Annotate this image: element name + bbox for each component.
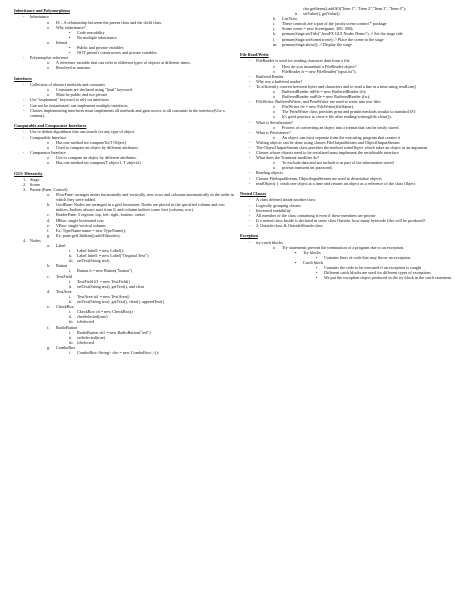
- list-item-text: All member of the class containing it even if these members are private: [256, 212, 376, 218]
- list-bullet: o: [47, 87, 50, 93]
- list-bullet: iii.: [69, 339, 74, 345]
- section-gap: [14, 165, 236, 168]
- list-item-text: Has one method int compare(T object1, T object2): [56, 160, 141, 166]
- list-item: [240, 181, 462, 186]
- list-item-text: Parent (Pane, Control): [30, 186, 68, 192]
- section-gap: [240, 228, 462, 231]
- section-heading: Nested Classes: [240, 191, 267, 197]
- list-item: [240, 223, 462, 228]
- list-item-text: readObject( ): reads one object at a time and returns an object as a reference of the class Object: [256, 180, 416, 186]
- list-item-text: We put the exception object produced in the try block in the catch statement: [324, 275, 452, 281]
- list-item-text: The ObjectOutputStream class provides the method writeObject which takes an object as an argument.: [256, 145, 429, 150]
- right-column: [240, 6, 462, 280]
- list-bullet: g.: [47, 344, 51, 350]
- list-bullet: •: [316, 270, 318, 276]
- section-heading: GUI: Hierarchy: [14, 170, 43, 176]
- list-bullet: -: [249, 78, 251, 84]
- list-bullet: o: [47, 60, 50, 66]
- list-item: [240, 275, 462, 280]
- list-bullet: -: [249, 99, 251, 105]
- list-bullet: -: [249, 212, 251, 218]
- list-bullet: -: [249, 207, 251, 213]
- list-item-text: Increased readability: [256, 207, 291, 213]
- list-item-text: Collection of abstract methods and constants: [30, 82, 106, 88]
- list-item-text: isSelected: [77, 339, 94, 345]
- list-item-text: The PrintWriter class provides print and println methods similar to standard I/O: [282, 109, 416, 115]
- list-item-text: IS – A relationship between the parent class and the child class.: [56, 19, 163, 25]
- list-item-text: Button b = new Button("button"): [77, 268, 133, 274]
- list-bullet: b.: [47, 202, 51, 208]
- list-item-text: private transient int password;: [282, 165, 333, 171]
- list-item-text: NOT parent's constructors and private variables: [77, 50, 157, 56]
- list-bullet: -: [249, 170, 251, 176]
- list-item-text: setText(String text): [77, 258, 110, 264]
- list-item-text: primaryStage.show(); // Display the stage: [282, 41, 352, 47]
- list-item-text: Reading objects: [256, 170, 283, 176]
- list-bullet: a.: [47, 243, 50, 248]
- list-bullet: -: [249, 139, 251, 145]
- list-item-text: FileReader is used for reading character data from a file: [256, 58, 350, 64]
- list-item-text: Use "implement" keyword to rely on interfaces: [30, 97, 110, 103]
- list-bullet: -: [23, 107, 25, 113]
- list-item-text: ComboBox: [56, 344, 76, 350]
- list-item: [14, 65, 236, 70]
- list-item-text: What is Serialization?: [256, 119, 293, 125]
- list-bullet: d.: [47, 217, 51, 223]
- list-bullet: -: [249, 150, 251, 156]
- list-bullet: l.: [273, 36, 276, 42]
- list-bullet: o: [47, 154, 50, 160]
- list-bullet: i.: [273, 21, 276, 27]
- list-bullet: i.: [69, 349, 72, 355]
- list-item-text: Scene: [30, 181, 40, 187]
- list-bullet: d.: [47, 288, 51, 294]
- list-bullet: 4.: [23, 237, 27, 243]
- list-bullet: -: [249, 83, 251, 89]
- list-item-text: FileReader fr = new FileReader("input.txt");: [282, 68, 357, 74]
- list-bullet: -: [249, 145, 251, 150]
- list-bullet: b.: [47, 263, 51, 269]
- list-bullet: -: [249, 175, 251, 181]
- list-item: [14, 350, 236, 355]
- list-bullet: o: [273, 104, 276, 110]
- list-bullet: o: [273, 165, 276, 171]
- list-bullet: o: [47, 24, 50, 30]
- list-bullet: 3.: [23, 186, 27, 192]
- list-item-text: Catch block: [303, 260, 324, 265]
- list-bullet: -: [249, 58, 251, 64]
- list-item-text: BorderPane: 5 regions, top, left, right, bottom, center: [56, 212, 145, 218]
- list-bullet: 2.: [23, 181, 27, 187]
- list-item-text: What does the Transient modifier do?: [256, 155, 320, 161]
- list-item-text: Resolved at runtime.: [56, 65, 91, 71]
- list-bullet: o: [273, 134, 276, 140]
- list-item-text: Comparator Interface: [30, 149, 66, 155]
- list-item-text: Why inheritance?: [56, 24, 86, 30]
- list-bullet: iii.: [69, 319, 74, 325]
- list-bullet: •: [316, 265, 318, 271]
- list-item-text: Can not be instantiated, can implement multiple interfaces.: [30, 102, 129, 108]
- list-item-text: Inheritance: [30, 14, 49, 20]
- list-item-text: 2: Outside.class & OutsideSInside.class: [256, 222, 323, 228]
- list-item-text: TextField tf1 = new TextField(): [77, 278, 130, 284]
- list-item-text: Classes implementing interfaces must implements all methods and gain access to all constants in the interface(Use a comma).: [30, 107, 226, 118]
- list-bullet: -: [23, 134, 25, 140]
- list-item-text: TextArea ta1 = new TextArea(): [77, 293, 130, 299]
- list-item-text: Code reusability: [77, 29, 105, 35]
- list-item-text: Inherit: [56, 39, 68, 45]
- list-bullet: f.: [47, 227, 50, 233]
- list-bullet: o: [273, 94, 276, 100]
- list-bullet: o: [273, 109, 276, 115]
- list-bullet: o: [47, 139, 50, 145]
- list-item-text: Logically grouping classes: [256, 202, 301, 208]
- list-bullet: f.: [47, 324, 50, 330]
- list-bullet: o: [273, 160, 276, 166]
- list-item-text: Contains the code to be executed if an exception is caught: [324, 265, 422, 271]
- list-item-text: setText(String text), getText(), clear(), appendText(): [77, 299, 165, 305]
- list-bullet: o: [273, 68, 276, 74]
- list-item-text: Different catch blocks are used for different types of exceptions: [324, 270, 431, 276]
- list-item-text: These controls are a part of the javafx.scene.control.* package: [282, 21, 387, 27]
- list-item: [14, 192, 236, 202]
- list-bullet: i.: [69, 248, 72, 254]
- list-bullet: -: [249, 197, 251, 203]
- list-bullet: i.: [69, 329, 72, 335]
- list-item-text: Public and private variables: [77, 45, 124, 51]
- list-item-text: ListView: [282, 16, 298, 22]
- list-bullet: -: [249, 239, 251, 245]
- list-item-text: setText(String text), getText(), and clear: [77, 283, 145, 289]
- list-bullet: ▪: [295, 249, 297, 255]
- list-item: [14, 202, 236, 212]
- list-bullet: -: [249, 129, 251, 135]
- list-item-text: HBox: single horizontal row: [56, 217, 104, 223]
- list-item-text: BufferedReader outFile = new BufferedReader (fw);: [282, 94, 371, 100]
- list-bullet: e.: [47, 222, 50, 228]
- list-item-text: FlowPane: arranges nodes horizontally and vertically, new rows and columns automatically in the order in which they were added.: [56, 192, 236, 203]
- list-item-text: GridPane: Nodes are arranged in a grid formation. Nodes are placed in the specified column and row indices. Indices always start from 0, and column indices come first (column, row).: [56, 202, 226, 213]
- list-bullet: o: [273, 63, 276, 69]
- list-item-text: Try statements prevent the termination of a program due to an exception.: [282, 244, 405, 250]
- list-item-text: Nodes: [30, 237, 41, 243]
- list-bullet: c.: [47, 273, 50, 279]
- list-item-text: Contains lines of code that may throw an exception.: [324, 254, 412, 260]
- list-bullet: ▪: [295, 260, 297, 265]
- list-item-text: Comparable Interface: [30, 134, 67, 140]
- list-bullet: 1.: [23, 176, 27, 182]
- section-heading: Comparable and Comparator Interfaces: [14, 123, 87, 129]
- list-item-text: Buffered Reader: [256, 73, 284, 79]
- list-bullet: iii.: [69, 258, 74, 264]
- list-bullet: o: [47, 160, 50, 166]
- list-bullet: ii.: [69, 334, 73, 340]
- list-item-text: If a nested class Inside is declared in outer class Outside, how many bytecode files will be produced?: [256, 217, 426, 223]
- list-bullet: e.: [47, 304, 50, 310]
- list-bullet: i.: [69, 309, 72, 315]
- list-bullet: •: [316, 254, 318, 260]
- list-bullet: -: [249, 73, 251, 79]
- list-bullet: -: [23, 55, 25, 61]
- list-bullet: o: [273, 244, 276, 250]
- list-item: [14, 108, 236, 118]
- list-bullet: -: [249, 119, 251, 125]
- list-bullet: m.: [273, 41, 278, 47]
- section-gap: [14, 71, 236, 74]
- list-item-text: TextArea: [56, 288, 72, 294]
- list-item: [14, 160, 236, 165]
- list-item-text: FileWriter fw = new FileWriter(fileName);: [282, 104, 355, 110]
- list-bullet: •: [69, 45, 71, 51]
- list-bullet: h.: [273, 16, 277, 22]
- list-bullet: o: [47, 144, 50, 150]
- list-bullet: -: [23, 149, 25, 155]
- list-item-text: Use to compare an object by different attributes.: [56, 154, 137, 160]
- list-item-text: A reference variable that can refer to different types of objects at different times.: [56, 60, 191, 66]
- list-item-text: primaryStage.setScene(scene); // Place the scene in the stage: [282, 36, 384, 42]
- list-bullet: c.: [47, 212, 50, 218]
- list-bullet: -: [23, 102, 25, 108]
- list-bullet: ii.: [69, 314, 73, 320]
- list-item-text: Ex: pane.getChildren().addAll(nodes);: [56, 232, 121, 238]
- list-item-text: Has one method int compareTo(T Object): [56, 139, 126, 145]
- left-column: [14, 6, 236, 355]
- list-item-text: How do you instantiate a FileReader object?: [282, 63, 357, 69]
- section-gap: [240, 186, 462, 189]
- list-item-text: Ex: TypeName name = new TypeName();: [56, 227, 126, 233]
- list-item-text: isSelected: [77, 319, 94, 325]
- list-bullet: -: [249, 180, 251, 186]
- section-heading: Inheritance and Polymorphism: [14, 8, 70, 14]
- list-bullet: -: [23, 129, 25, 135]
- list-bullet: o: [47, 19, 50, 25]
- section-gap: [14, 118, 236, 121]
- list-bullet: o: [273, 88, 276, 94]
- list-item-text: try-catch blocks: [256, 239, 283, 245]
- list-item-text: Try blocks: [303, 249, 321, 255]
- list-item-text: RadioButton rb1 = new RadioButton("red"): [77, 329, 151, 335]
- list-item-text: Label label1 = new Label("Original Text"): [77, 253, 149, 259]
- list-item-text: It's good practice to close a file after reading/writing(file.close());: [282, 114, 392, 120]
- list-bullet: ii.: [69, 299, 73, 305]
- list-item-text: BufferedReader inFile = new BufferedReader (fr);: [282, 88, 367, 94]
- list-bullet: a.: [47, 192, 50, 198]
- list-bullet: •: [316, 275, 318, 281]
- list-bullet: -: [23, 82, 25, 88]
- list-bullet: ii.: [69, 283, 73, 289]
- list-item-text: A class defined inside another class: [256, 197, 316, 203]
- list-item-text: Polymorphic reference: [30, 55, 69, 61]
- list-item-text: Must be public and not private: [56, 92, 108, 98]
- list-item-text: Use to define algorithms that can search for any type of object.: [30, 129, 136, 135]
- list-item-text: primaryStage.setTitle("JavaFX GUI Nodes Demo"); // Set the stage title: [282, 31, 403, 37]
- section-heading: Exception: [240, 233, 258, 239]
- list-item-text: Process of converting an object into a format that can be easily stored: [282, 124, 399, 130]
- list-bullet: o: [47, 92, 50, 98]
- section-gap: [240, 47, 462, 50]
- list-bullet: o: [273, 114, 276, 120]
- list-item-text: What is Persistence?: [256, 129, 291, 135]
- list-bullet: -: [249, 222, 251, 228]
- list-item-text: Used to compare an object by different attributes.: [56, 144, 139, 150]
- list-item-text: chetSelected(true): [77, 314, 108, 320]
- list-bullet: j.: [273, 26, 276, 32]
- list-item-text: Label: [56, 243, 66, 248]
- list-bullet: -: [23, 14, 25, 20]
- list-bullet: k.: [273, 31, 277, 37]
- list-item-text: cbo.getItems().addAll("Item 1", "Item 2","Item 3", "Item 4");: [303, 6, 406, 11]
- list-item-text: TextField: [56, 273, 72, 279]
- list-bullet: o: [47, 39, 50, 45]
- list-item-text: To efficiently convert between bytes and characters and to read a line at a time using readLine(): [256, 83, 417, 89]
- list-item-text: Why use a buffered reader?: [256, 78, 303, 84]
- list-item-text: Button: [56, 263, 68, 269]
- section-heading: Interfaces: [14, 75, 32, 81]
- list-item-text: An object can exist separate from the executing program that creates it: [282, 134, 401, 140]
- list-item-text: Constants are declared using "final" keyword.: [56, 87, 133, 93]
- list-bullet: o: [273, 124, 276, 130]
- list-bullet: g.: [47, 232, 51, 238]
- list-item-text: setSelected(true): [77, 334, 106, 340]
- list-item-text: Classes whose objects need to be serialized must implement the serializable interface: [256, 150, 399, 156]
- list-item-text: Stage: [30, 176, 40, 182]
- list-item-text: FileWriter, BufferedWriter, and PrintWriter are used to write into text files: [256, 99, 381, 105]
- list-bullet: i.: [69, 278, 72, 284]
- list-bullet: -: [23, 97, 25, 103]
- list-item-text: Writing objects can be done using classes FileOutputStream and ObjectOutputStream: [256, 139, 400, 145]
- list-item-text: CheckBox ch = new CheckBox(): [77, 309, 133, 315]
- list-bullet: •: [69, 50, 71, 56]
- list-bullet: •: [69, 29, 71, 35]
- list-item-text: RadioButton: [56, 324, 78, 330]
- list-item-text: To exclude data and not include it as part of the information stored: [282, 160, 394, 166]
- list-bullet: •: [69, 34, 71, 40]
- list-item-text: No multiple inheritance: [77, 34, 117, 40]
- list-bullet: o: [47, 65, 50, 71]
- list-bullet: ii.: [69, 253, 73, 259]
- list-item-text: Classes FileInputStream, ObjectInputStream are used to deserialize objects: [256, 175, 382, 181]
- list-bullet: ii.: [295, 11, 299, 17]
- list-item-text: VBox: single vertical column: [56, 222, 106, 228]
- list-bullet: -: [249, 155, 251, 161]
- list-item-text: ComboBox<String> cbo = new ComboBox<>();: [77, 349, 159, 355]
- list-item-text: Label label1 = new Label();: [77, 248, 124, 254]
- section-heading: File Read/Write: [240, 52, 269, 58]
- list-item-text: Scene scene = new Scene(pane, 300, 300);: [282, 26, 354, 32]
- list-item-text: CheckBox: [56, 304, 74, 310]
- list-bullet: -: [249, 202, 251, 208]
- list-bullet: i.: [69, 293, 72, 299]
- list-item-text: setValue(), getValue(): [303, 11, 340, 17]
- list-bullet: -: [249, 217, 251, 223]
- list-item: [240, 42, 462, 47]
- list-bullet: i.: [69, 268, 72, 274]
